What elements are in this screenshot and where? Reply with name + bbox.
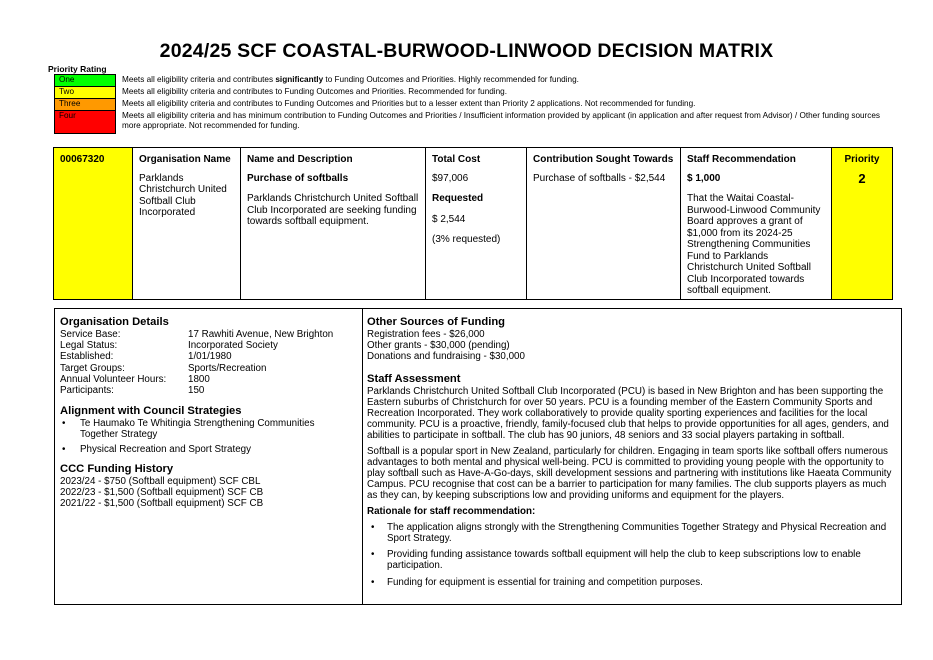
page-title: 2024/25 SCF COASTAL-BURWOOD-LINWOOD DECISION MATRIX <box>159 40 774 62</box>
other-funding-heading: Other Sources of Funding <box>367 316 505 328</box>
contribution-header: Contribution Sought Towards <box>533 154 674 165</box>
requested-percentage: (3% requested) <box>432 234 501 245</box>
staff-recommendation-text: That the Waitai Coastal-Burwood-Linwood Community Board approves a grant of $1,000 from its 2024-25 Strengthening Communities Fund to Parklands Christchurch United Softball Club Incorporated towards softball equipment. <box>687 193 821 296</box>
application-id-cell <box>54 148 133 300</box>
priority-row-two <box>55 87 893 99</box>
priority-value: 2 <box>858 170 866 186</box>
priority-cell <box>832 148 893 300</box>
bullet-icon: • <box>371 521 375 533</box>
other-funding-item: Other grants - $30,000 (pending) <box>367 340 510 352</box>
rationale-heading: Rationale for staff recommendation: <box>367 505 536 517</box>
org-detail-row: Service Base: 17 Rawhiti Avenue, New Brighton <box>60 329 334 340</box>
left-column <box>60 316 355 509</box>
organisation-details-heading: Organisation Details <box>60 316 169 328</box>
priority-swatch-three: Three <box>55 99 116 111</box>
priority-header: Priority <box>844 154 880 165</box>
rationale-item: • Providing funding assistance towards softball equipment will help the club to keep subscriptions low to enable participation. <box>367 549 897 571</box>
org-detail-row: Legal Status: Incorporated Society <box>60 340 278 352</box>
priority-rating-label: Priority Rating <box>48 64 107 74</box>
organisation-name: Parklands Christchurch United Softball Club Incorporated <box>139 172 227 218</box>
staff-assessment-paragraph-1: Parklands Christchurch United Softball Club Incorporated (PCU) is based in New Brighton and has been supporting the Eastern suburbs of Christchurch for over 50 years. PCU is a founding member of the Eastern Community Sports and Recreation Incorporated. They work collaboratively to provide quality sporting experiences and facilities for the local community. PCU is a proactive, friendly, family-focused club that helps to provide opportunities for all ages, genders, and abilities to participate in softball. The club has 90 juniors, 48 seniors and 33 social players partaking in softball. <box>367 385 889 442</box>
funding-history-item: 2021/22 - $1,500 (Softball equipment) SCF CB <box>60 498 264 510</box>
application-id: 00067320 <box>60 154 105 165</box>
rationale-item: • The application aligns strongly with the Strengthening Communities Together Strategy and Physical Recreation and Sport Strategy. <box>367 522 897 544</box>
staff-assessment-heading: Staff Assessment <box>367 372 461 385</box>
priority-row-one <box>55 75 893 87</box>
total-cost-header: Total Cost <box>432 154 481 165</box>
priority-desc-one: Meets all eligibility criteria and contributes significantly to Funding Outcomes and Priorities. Highly recommended for funding. <box>122 74 579 84</box>
requested-amount: $ 2,544 <box>432 213 466 225</box>
funding-history-item: 2022/23 - $1,500 (Softball equipment) SCF CB <box>60 487 264 499</box>
priority-row-four <box>55 111 893 134</box>
priority-desc-three: Meets all eligibility criteria and contributes to Funding Outcomes and Priorities but to a lesser extent than Priority 2 applications. Not recommended for funding. <box>122 98 696 108</box>
staff-recommendation-amount: $ 1,000 <box>687 172 721 184</box>
organisation-name-header: Organisation Name <box>139 154 231 165</box>
total-cost-cell <box>426 148 527 300</box>
priority-desc-two: Meets all eligibility criteria and contributes to Funding Outcomes and Priorities. Recommended for funding. <box>122 86 508 96</box>
alignment-heading: Alignment with Council Strategies <box>60 405 242 418</box>
total-cost-value: $97,006 <box>432 172 469 184</box>
other-funding-item: Registration fees - $26,000 <box>367 329 485 340</box>
staff-recommendation-cell <box>681 148 832 300</box>
org-detail-row: Established: 1/01/1980 <box>60 351 232 363</box>
bullet-icon: • <box>371 576 375 588</box>
priority-swatch-one: One <box>55 75 116 87</box>
staff-recommendation-header: Staff Recommendation <box>687 154 796 165</box>
details-divider <box>362 308 363 605</box>
contribution-cell <box>527 148 681 300</box>
rationale-item: • Funding for equipment is essential for training and competition purposes. <box>367 577 897 588</box>
priority-rating-legend <box>54 74 893 134</box>
requested-label: Requested <box>432 193 484 204</box>
priority-desc-four: Meets all eligibility criteria and has minimum contribution to Funding Outcomes and Priorities / Insufficient information provided by applicant (in application and after request from Advisor) / Other funding sources more appropriate. Not recommended for funding. <box>122 110 881 130</box>
bullet-icon: • <box>62 418 66 430</box>
funding-history-item: 2023/24 - $750 (Softball equipment) SCF CBL <box>60 475 261 487</box>
staff-assessment-paragraph-2: Softball is a popular sport in New Zealand, particularly for children. Engaging in team sports like softball offers numerous advantages to both mental and physical well-being. PCU is committed to providing young people with the opportunity to play softball such as Have-A-Go-days, skill development sessions and partnering with institutions like Haeata Community Campus. PCU recognise that cost can be a barrier to participation for many families. The club supports players as much as they can, by keeping subscriptions low and providing uniforms and equipment for the players. <box>367 445 892 502</box>
right-column <box>367 316 897 588</box>
other-funding-item: Donations and fundraising - $30,000 <box>367 351 525 363</box>
name-description-header: Name and Description <box>247 154 353 165</box>
priority-swatch-two: Two <box>55 87 116 99</box>
alignment-item: • Te Haumako Te Whitingia Strengthening Communities Together Strategy <box>62 418 315 441</box>
organisation-name-cell <box>133 148 241 300</box>
org-detail-row: Annual Volunteer Hours: 1800 <box>60 373 210 385</box>
funding-history-heading: CCC Funding History <box>60 462 174 475</box>
priority-swatch-four: Four <box>55 111 116 134</box>
alignment-item: • Physical Recreation and Sport Strategy <box>62 443 251 455</box>
bullet-icon: • <box>371 549 375 561</box>
project-description: Parklands Christchurch United Softball Club Incorporated are seeking funding towards softball equipment. <box>247 193 419 227</box>
project-title: Purchase of softballs <box>247 172 349 184</box>
name-description-cell <box>241 148 426 300</box>
contribution-text: Purchase of softballs - $2,544 <box>533 172 666 184</box>
decision-matrix-table <box>53 147 893 300</box>
org-detail-row: Participants: 150 <box>60 385 205 397</box>
org-detail-row: Target Groups: Sports/Recreation <box>60 362 267 374</box>
priority-row-three <box>55 99 893 111</box>
bullet-icon: • <box>62 443 66 455</box>
